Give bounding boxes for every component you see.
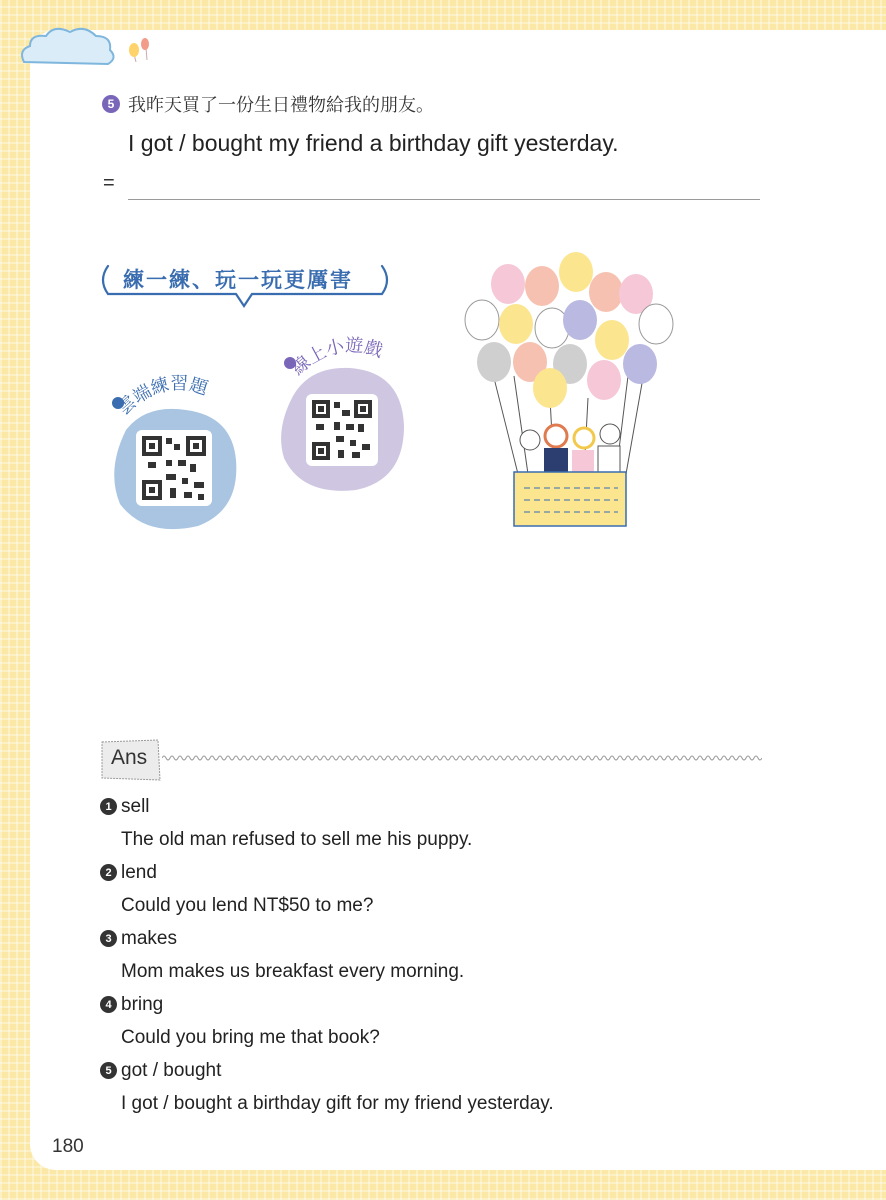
svg-text:線上小遊戲: 線上小遊戲 <box>287 335 386 380</box>
hot-air-balloon-icon <box>458 248 680 534</box>
answer-item <box>100 1054 800 1120</box>
cloud-balloon-icon <box>14 14 164 74</box>
answer-item <box>100 856 800 922</box>
answer-number-badge: 5 <box>100 1062 117 1079</box>
answer-word: makes <box>121 927 177 949</box>
answer-number-badge: 1 <box>100 798 117 815</box>
qr-code-icon <box>136 430 212 506</box>
page-number: 180 <box>52 1136 84 1157</box>
answer-number-badge: 2 <box>100 864 117 881</box>
answer-sentence: Could you bring me that book? <box>121 1027 380 1048</box>
online-game-label <box>276 328 416 388</box>
answer-item <box>100 988 800 1054</box>
answer-sentence: Could you lend NT$50 to me? <box>121 895 374 916</box>
qr-code-icon <box>306 394 378 466</box>
cloud-practice-label <box>104 366 244 426</box>
answer-number-badge: 4 <box>100 996 117 1013</box>
qr-code-cloud[interactable] <box>136 430 212 506</box>
qr-code-game[interactable] <box>306 394 378 466</box>
answer-sentence: I got / bought a birthday gift for my friend yesterday. <box>121 1093 554 1114</box>
answer-blank-line[interactable] <box>128 199 760 200</box>
answer-word: bring <box>121 993 164 1015</box>
ans-label: Ans <box>111 746 148 769</box>
answer-sentence: The old man refused to sell me his puppy. <box>121 829 473 850</box>
answer-item <box>100 922 800 988</box>
wavy-divider <box>162 752 762 764</box>
answer-item <box>100 790 800 856</box>
practice-heading: 練一練、玩一玩更厲害 <box>123 269 353 292</box>
answer-word: lend <box>121 861 157 883</box>
question-number-badge: 5 <box>102 95 120 113</box>
question-chinese-text: 我昨天買了一份生日禮物給我的朋友。 <box>128 95 434 115</box>
answer-word: sell <box>121 795 150 817</box>
answer-list <box>100 790 800 1120</box>
svg-text:雲端練習題: 雲端練習題 <box>113 373 211 420</box>
question-sentence: I got / bought my friend a birthday gift yesterday. <box>128 130 619 156</box>
answer-word: got / bought <box>121 1059 222 1081</box>
answer-sentence: Mom makes us breakfast every morning. <box>121 961 465 982</box>
equals-sign: = <box>103 172 115 194</box>
question-chinese <box>102 91 434 117</box>
answer-number-badge: 3 <box>100 930 117 947</box>
